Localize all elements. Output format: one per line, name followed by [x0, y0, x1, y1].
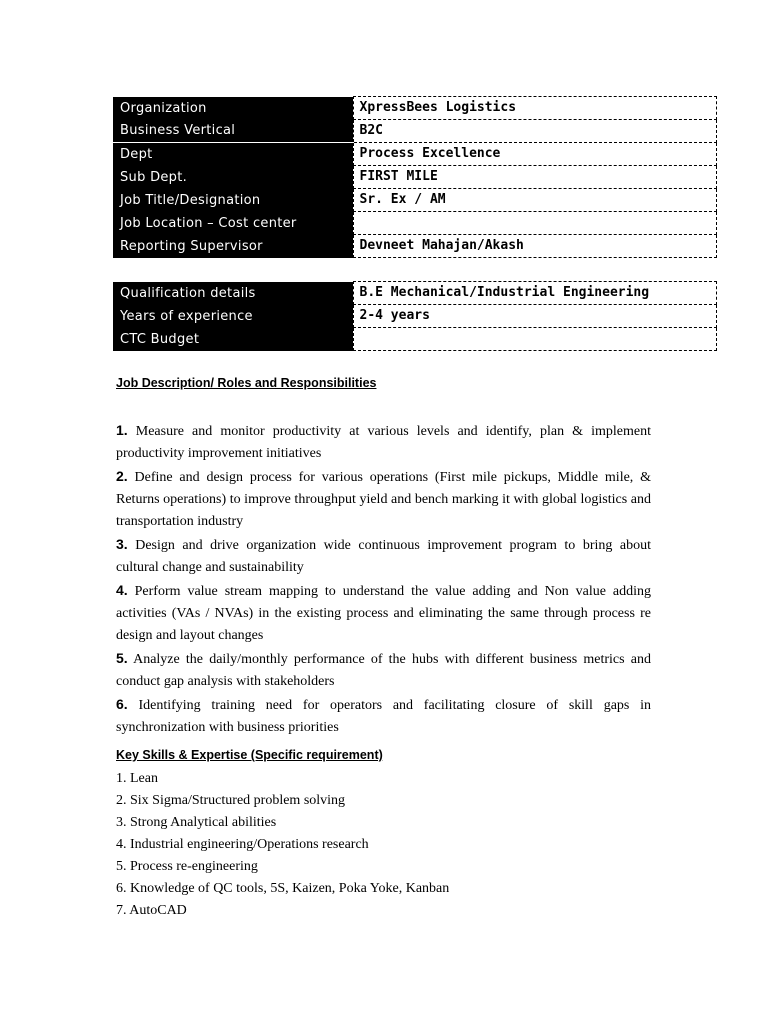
table-row [113, 212, 717, 235]
table-row [113, 305, 717, 328]
list-item: 6. Knowledge of QC tools, 5S, Kaizen, Poka Yoke, Kanban [116, 881, 450, 896]
list-item: 7. AutoCAD [116, 903, 187, 918]
item-text: Measure and monitor productivity at various levels and identify, plan & implement productivity improvement initiatives [116, 424, 651, 461]
item-text: Analyze the daily/monthly performance of the hubs with different business metrics and conduct gap analysis with stakeholders [116, 652, 651, 689]
row-value: 2-4 years [353, 305, 717, 328]
list-item: 4. Industrial engineering/Operations research [116, 837, 369, 852]
row-label: Business Vertical [113, 120, 353, 143]
list-item: 5. Process re-engineering [116, 859, 258, 874]
row-label: CTC Budget [113, 328, 353, 351]
row-label: Sub Dept. [113, 166, 353, 189]
row-value [353, 328, 717, 351]
table-row [113, 166, 717, 189]
item-number: 2. [116, 468, 128, 484]
row-value: Process Excellence [353, 143, 717, 166]
row-value: B.E Mechanical/Industrial Engineering [353, 282, 717, 305]
table-row [113, 189, 717, 212]
row-value: FIRST MILE [353, 166, 717, 189]
table-row [113, 235, 717, 258]
row-value: Devneet Mahajan/Akash [353, 235, 717, 258]
list-item [116, 693, 651, 739]
item-number: 6. [116, 696, 128, 712]
table-row [113, 97, 717, 120]
table-row [113, 282, 717, 305]
qualification-table [113, 281, 717, 351]
row-label: Job Title/Designation [113, 189, 353, 212]
list-item [116, 419, 651, 465]
list-item: 2. Six Sigma/Structured problem solving [116, 793, 346, 808]
list-item: 1. Lean [116, 771, 158, 786]
key-skills-list [116, 768, 656, 922]
table-row [113, 120, 717, 143]
responsibilities-list [116, 419, 651, 739]
row-label: Qualification details [113, 282, 353, 305]
item-text: Identifying training need for operators and facilitating closure of skill gaps in synchronization with business priorities [116, 698, 651, 735]
item-number: 3. [116, 536, 128, 552]
item-text: Design and drive organization wide continuous improvement program to bring about cultural change and sustainability [116, 538, 651, 575]
item-number: 1. [116, 422, 128, 438]
item-number: 4. [116, 582, 128, 598]
row-value: B2C [353, 120, 717, 143]
row-label: Job Location – Cost center [113, 212, 353, 235]
row-label: Organization [113, 97, 353, 120]
list-item [116, 647, 651, 693]
row-value: XpressBees Logistics [353, 97, 717, 120]
table-row [113, 143, 717, 166]
row-value: Sr. Ex / AM [353, 189, 717, 212]
list-item [116, 579, 651, 647]
list-item [116, 533, 651, 579]
row-label: Dept [113, 143, 353, 166]
table-row [113, 328, 717, 351]
item-number: 5. [116, 650, 128, 666]
row-label: Years of experience [113, 305, 353, 328]
item-text: Perform value stream mapping to understand the value adding and Non value adding activities (VAs / NVAs) in the existing process and eliminating the same through process re design and layout changes [116, 584, 652, 643]
item-text: Define and design process for various operations (First mile pickups, Middle mile, & Returns operations) to improve throughput yield and bench marking it with global logistics and transportation industry [116, 470, 652, 529]
list-item: 3. Strong Analytical abilities [116, 815, 277, 830]
job-description-heading: Job Description/ Roles and Responsibilities [116, 376, 377, 390]
list-item [116, 465, 651, 533]
key-skills-heading: Key Skills & Expertise (Specific requirement) [116, 748, 383, 762]
job-details-table [113, 96, 717, 258]
row-label: Reporting Supervisor [113, 235, 353, 258]
row-value [353, 212, 717, 235]
